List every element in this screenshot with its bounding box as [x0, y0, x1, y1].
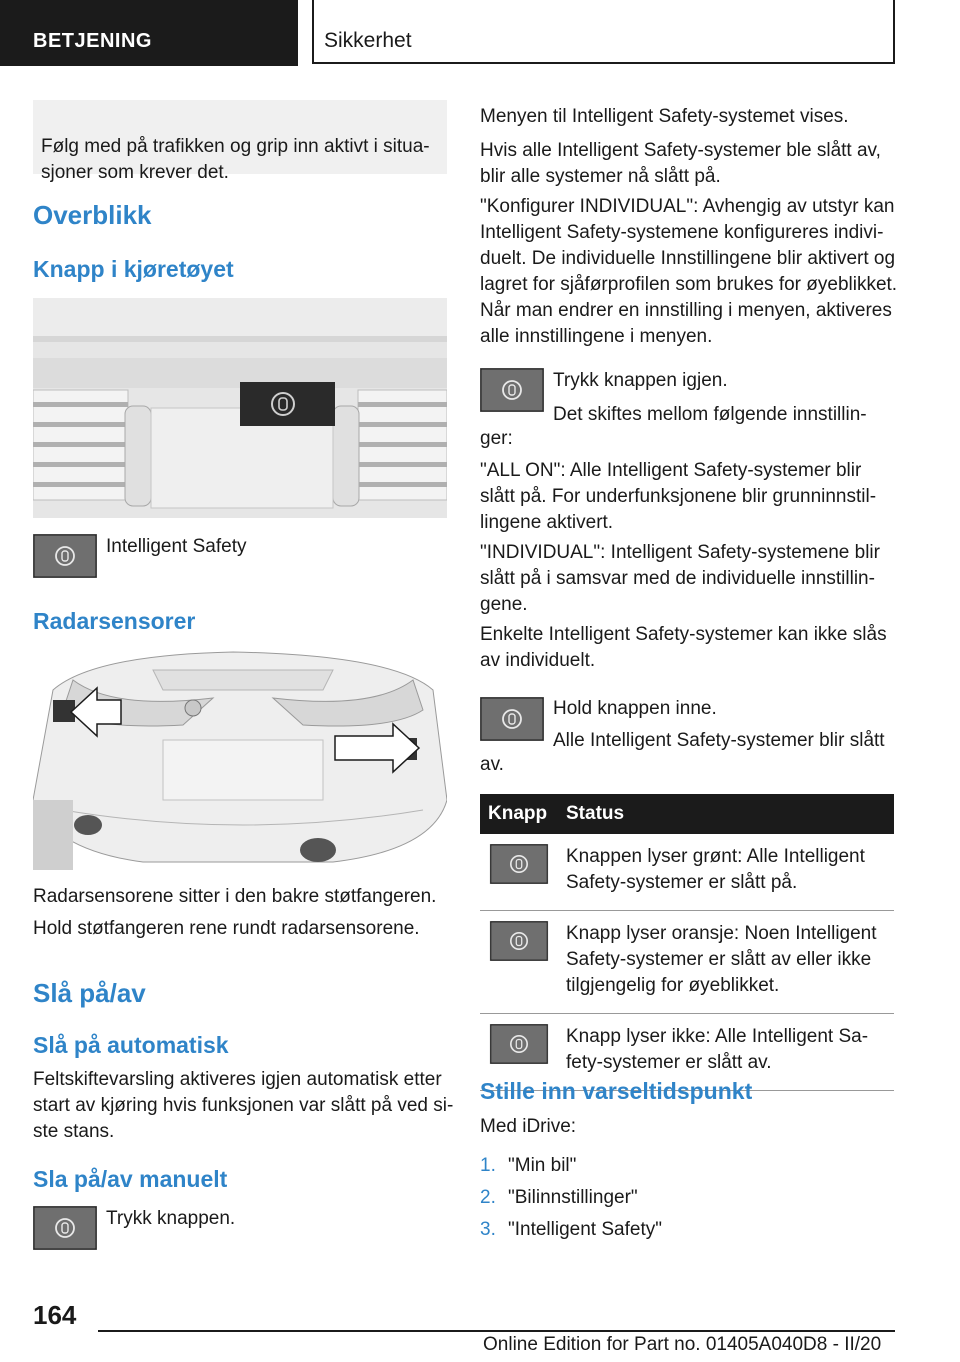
all-off-text-2: av.: [480, 754, 504, 775]
heading-auto: Slå på automatisk: [33, 1032, 229, 1058]
safety-button-icon: [33, 1206, 97, 1250]
table-row: [480, 834, 894, 911]
menu-shown-text: Menyen til Intelligent Safety-systemet vises.: [480, 106, 849, 127]
manual-text: Trykk knappen.: [106, 1208, 236, 1229]
idrive-steps: [480, 1150, 662, 1246]
list-item: [480, 1182, 662, 1214]
button-status-table: [480, 794, 894, 1091]
step-number: 1.: [480, 1155, 496, 1176]
safety-button-green-icon: [488, 844, 550, 884]
table-cell-status: Knapp lyser oransje: Noen Intelligent Safety-systemer er slått av eller ikke tilgjengelig for øyeblikket.: [558, 911, 894, 1014]
table-cell-status: Knappen lyser grønt: Alle Intelligent Safety-systemer er slått på.: [558, 834, 894, 911]
radar-location-text: Radarsensorene sitter i den bakre støtfangeren.: [33, 886, 437, 907]
heading-button-in-vehicle: Knapp i kjøretøyet: [33, 256, 234, 282]
heading-manual: Sla på/av manuelt: [33, 1166, 228, 1192]
all-off-text: Alle Intelligent Safety-systemer blir slått: [553, 730, 885, 751]
hold-button-text: Hold knappen inne.: [553, 698, 717, 719]
table-cell-button: [480, 834, 558, 911]
step-text: "Intelligent Safety": [508, 1219, 662, 1240]
switch-between-text: Det skiftes mellom følgende innstillin-: [553, 404, 867, 425]
table-header-button: Knapp: [480, 794, 558, 834]
button-label: Intelligent Safety: [106, 536, 247, 557]
idrive-text: Med iDrive:: [480, 1116, 577, 1137]
heading-radar: Radarsensorer: [33, 608, 196, 634]
safety-button-off-icon: [488, 1024, 550, 1064]
list-item: [480, 1214, 662, 1246]
some-cannot-off-text: Enkelte Intelligent Safety-systemer kan ikke slås av individuelt.: [480, 624, 887, 671]
individual-option-text: "INDIVIDUAL": Intelligent Safety-systemene blir slått på i samsvar med de individuelle innstillin- gene.: [480, 542, 880, 615]
caution-note: [33, 100, 447, 183]
online-edition-link[interactable]: Online Edition for Part no. 01405A040D8 - II/20: [483, 1334, 882, 1355]
safety-button-icon: [480, 697, 544, 741]
step-text: "Bilinnstillinger": [508, 1187, 638, 1208]
step-text: "Min bil": [508, 1155, 577, 1176]
radar-clean-text: Hold støtfangeren rene rundt radarsensorene.: [33, 918, 420, 939]
auto-text: Feltskiftevarsling aktiveres igjen automatisk etter start av kjøring hvis funksjonen var slått på ved si- ste stans.: [33, 1069, 454, 1142]
header-chapter: Sikkerhet: [312, 0, 895, 64]
all-on-option-text: "ALL ON": Alle Intelligent Safety-systemer blir slått på. For underfunksjonene blir grunninnstil- lingene aktivert.: [480, 460, 877, 533]
safety-button-orange-icon: [488, 921, 550, 961]
step-number: 3.: [480, 1219, 496, 1240]
list-item: [480, 1150, 662, 1182]
header-section: BETJENING: [0, 0, 298, 66]
safety-button-icon: [480, 368, 544, 412]
press-again-text: Trykk knappen igjen.: [553, 370, 728, 391]
switch-between-text-2: ger:: [480, 428, 513, 449]
step-number: 2.: [480, 1187, 496, 1208]
heading-overview: Overblikk: [33, 200, 152, 230]
dashboard-button-illustration: [33, 298, 447, 518]
heading-on-off: Slå på/av: [33, 978, 146, 1008]
table-row: [480, 911, 894, 1014]
safety-button-icon: [33, 534, 97, 578]
page-number: 164: [33, 1300, 77, 1330]
table-cell-status: Knapp lyser ikke: Alle Intelligent Sa- fety-systemer er slått av.: [558, 1014, 894, 1091]
footer-divider: [98, 1330, 895, 1332]
table-header-status: Status: [558, 794, 894, 834]
configure-individual-text: "Konfigurer INDIVIDUAL": Avhengig av utstyr kan Intelligent Safety-systemene konfigureres indivi- duelt. De individuelle Innstillingene blir aktivert og lagret for sjåførprofilen som brukes for øyeblikket. Når man endrer en innstilling i menyen, aktiveres alle innstillingene i menyen.: [480, 196, 898, 347]
car-rear-radar-illustration: [33, 650, 447, 870]
caution-note-text: Følg med på trafikken og grip inn aktivt i situa- sjoner som krever det.: [41, 136, 430, 183]
heading-warning-time: Stille inn varseltidspunkt: [480, 1078, 753, 1104]
all-on-text: Hvis alle Intelligent Safety-systemer ble slått av, blir alle systemer nå slått på.: [480, 140, 881, 187]
table-cell-button: [480, 911, 558, 1014]
